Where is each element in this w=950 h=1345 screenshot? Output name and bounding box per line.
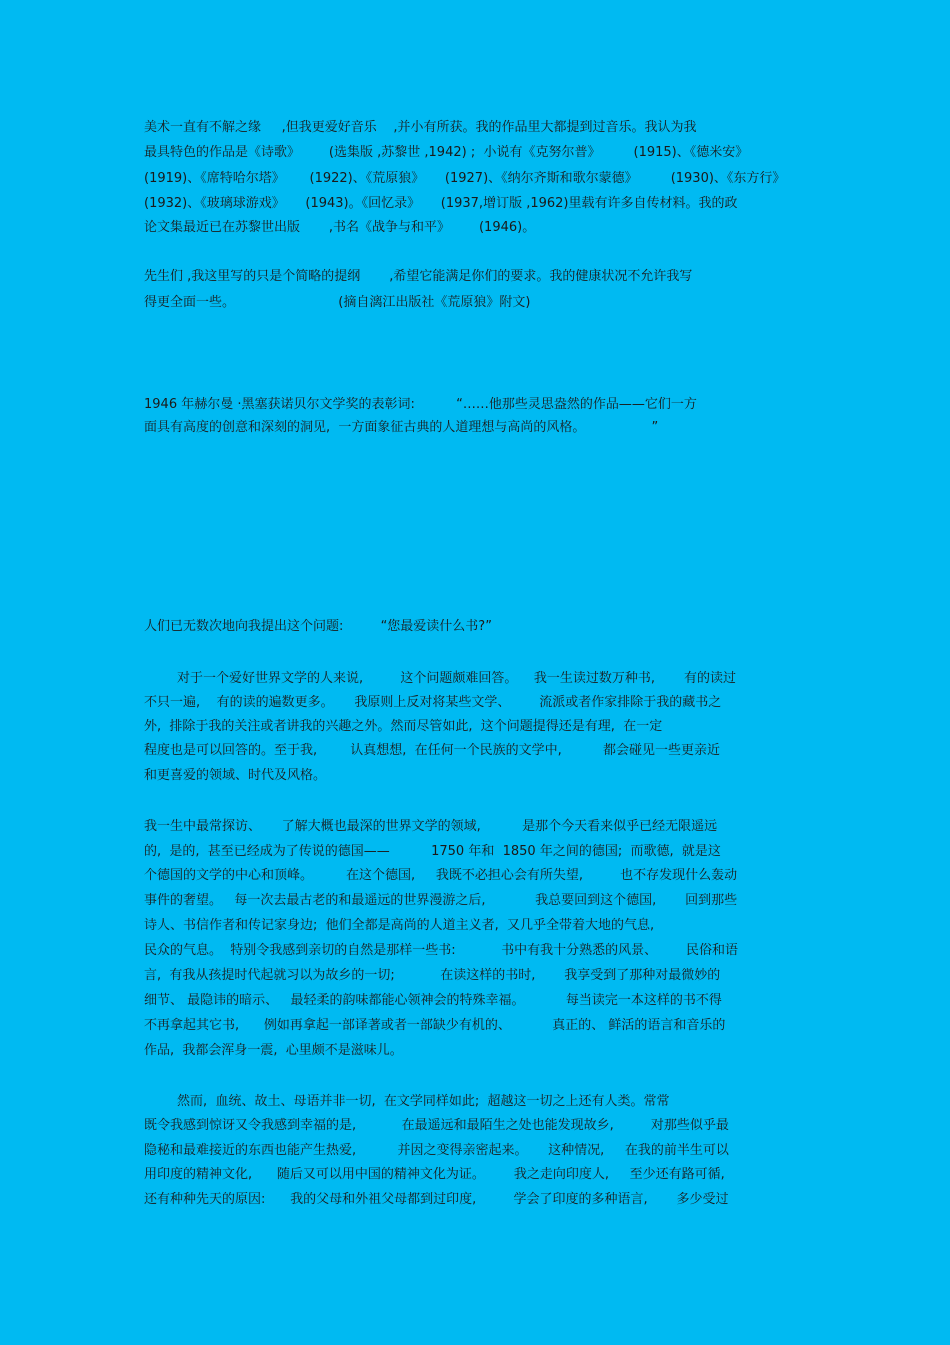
text-line: 既令我感到惊讶又令我感到幸福的是, 在最遥远和最陌生之处也能发现故乡, 对那些似乎最 [144,1118,729,1133]
text-line: 程度也是可以回答的。至于我, 认真想想, 在任何一个民族的文学中, 都会碰见一些更亲近 [144,743,721,758]
text-line: 人们已无数次地向我提出这个问题: “您最爱读什么书?” [144,619,492,634]
text-line: 论文集最近已在苏黎世出版 ,书名《战争与和平》 (1946)。 [144,220,536,235]
text-line: 还有种种先天的原因: 我的父母和外祖父母都到过印度, 学会了印度的多种语言, 多少受过 [144,1192,729,1207]
text-line: 对于一个爱好世界文学的人来说, 这个问题颇难回答。 我一生读过数万种书, 有的读过 [144,671,736,686]
text-line: (1932)、《玻璃球游戏》 (1943)。《回忆录》 (1937,增订版 ,1962)里载有许多自传材料。我的政 [144,196,738,211]
text-line: 细节、 最隐讳的暗示、 最轻柔的韵味都能心领神会的特殊幸福。 每当读完一本这样的书不得 [144,993,722,1008]
text-line: 美术一直有不解之缘 ,但我更爱好音乐 ,并小有所获。我的作品里大都提到过音乐。我认为我 [144,120,697,135]
text-line: 外, 排除于我的关注或者讲我的兴趣之外。然而尽管如此, 这个问题提得还是有理, 在一定 [144,719,663,734]
text-line: 1946 年赫尔曼 ·黑塞获诺贝尔文学奖的表彰词: “……他那些灵思盎然的作品——它们一方 [144,397,697,412]
text-line: 作品, 我都会浑身一震, 心里颇不是滋味儿。 [144,1043,403,1058]
text-line: 言, 有我从孩提时代起就习以为故乡的一切; 在读这样的书时, 我享受到了那种对最微妙的 [144,968,721,983]
text-line: 民众的气息。 特别令我感到亲切的自然是那样一些书: 书中有我十分熟悉的风景、 民俗和语 [144,943,739,958]
text-line: 先生们 ,我这里写的只是个简略的提纲 ,希望它能满足你们的要求。我的健康状况不允许我写 [144,269,693,284]
text-line: 我一生中最常探访、 了解大概也最深的世界文学的领域, 是那个今天看来似乎已经无限遥远 [144,819,718,834]
text-line: 的, 是的, 甚至已经成为了传说的德国—— 1750 年和 1850 年之间的德国; 而歌德, 就是这 [144,844,721,859]
text-line: (1919)、《席特哈尔塔》 (1922)、《荒原狼》 (1927)、《纳尔齐斯和歌尔蒙德》 (1930)、《东方行》 [144,171,786,186]
text-line: 诗人、书信作者和传记家身边; 他们全都是高尚的人道主义者, 又几乎全带着大地的气息, [144,918,655,933]
text-line: 最具特色的作品是《诗歌》 (选集版 ,苏黎世 ,1942) ; 小说有《克努尔普》 (1915)、《德米安》 [144,145,749,160]
text-line: 不只一遍, 有的读的遍数更多。 我原则上反对将某些文学、 流派或者作家排除于我的藏书之 [144,695,722,710]
text-line: 不再拿起其它书, 例如再拿起一部译著或者一部缺少有机的、 真正的、 鲜活的语言和音乐的 [144,1018,726,1033]
text-line: 事件的奢望。 每一次去最古老的和最遥远的世界漫游之后, 我总要回到这个德国, 回到那些 [144,893,738,908]
text-line: 面具有高度的创意和深刻的洞见, 一方面象征古典的人道理想与高尚的风格。 ” [144,420,659,435]
text-line: 和更喜爱的领域、时代及风格。 [144,768,327,783]
text-line: 隐秘和最难接近的东西也能产生热爱, 并因之变得亲密起来。 这种情况, 在我的前半生可以 [144,1143,729,1158]
text-line: 用印度的精神文化, 随后又可以用中国的精神文化为证。 我之走向印度人, 至少还有路可循, [144,1167,725,1182]
text-line: 然而, 血统、故土、母语并非一切, 在文学同样如此; 超越这一切之上还有人类。常常 [144,1094,670,1109]
text-line: 得更全面一些。 (摘自漓江出版社《荒原狼》附文) [144,295,531,310]
text-line: 个德国的文学的中心和顶峰。 在这个德国, 我既不必担心会有所失望, 也不存发现什么轰动 [144,868,738,883]
